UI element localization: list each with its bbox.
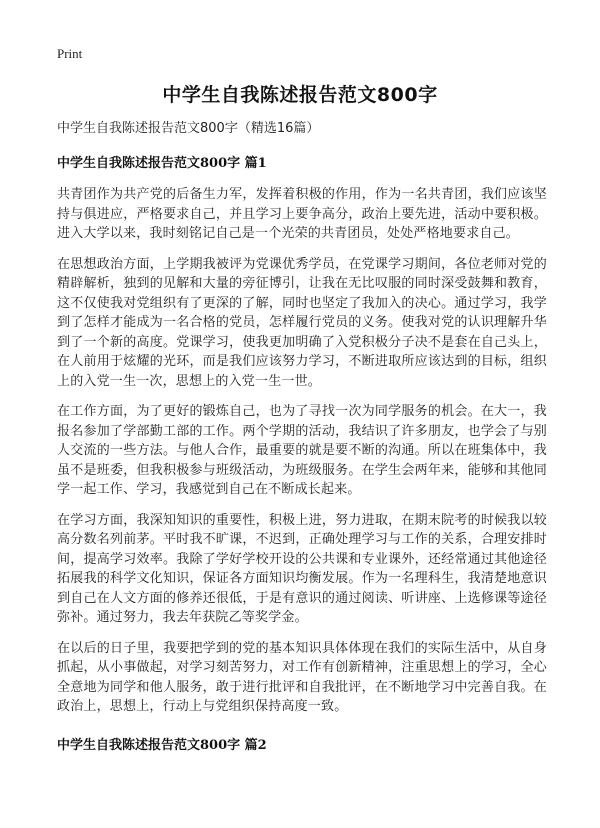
paragraph: 在以后的日子里，我要把学到的党的基本知识具体体现在我们的实际生活中，从自身抓起，从小事做起，对学习刻苦努力，对工作有创新精神，注重思想上的学习，全心全意地为同学和他人服务，敢于进行批评和自我批评，在不断地学习中完善自我。在政治上，思想上，行动上与党组织保持高度一致。 [57,640,547,714]
paragraph: 在学习方面，我深知知识的重要性，积极上进，努力进取，在期末院考的时候我以较高分数名列前茅。平时我不旷课，不迟到，正确处理学习与工作的关系，合理安排时间，提高学习效率。我除了学好学校开设的公共课和专业课外，还经常通过其他途径拓展我的科学文化知识，保证各方面知识均衡发展。作为一名理科生，我清楚地意识到自己在人文方面的修养还很低，于是有意识的通过阅读、听讲座、上选修课等途径弥补。通过努力，我去年获院乙等奖学金。 [57,512,547,625]
document-subtitle: 中学生自我陈述报告范文800字（精选16篇） [57,121,320,136]
page-title: 中学生自我陈述报告范文800字 [162,84,438,106]
print-link[interactable]: Print [57,46,83,61]
section-heading-2: 中学生自我陈述报告范文800字 篇2 [57,737,267,753]
paragraph: 在思想政治方面，上学期我被评为党课优秀学员，在党课学习期间，各位老师对党的精辟解析，独到的见解和大量的旁征博引，让我在无比叹服的同时深受鼓舞和教育，这不仅使我对党组织有了更深的了解，同时也坚定了我加入的决心。通过学习，我学到了怎样才能成为一名合格的党员，怎样履行党员的义务。使我对党的认识理解升华到了一个新的高度。党课学习，使我更加明确了入党积极分子决不是套在自己头上，在人前用于炫耀的光环，而是我们应该努力学习，不断进取所应该达到的目标，组织上的入党一生一次，思想上的入党一生一世。 [57,256,547,389]
paragraph: 在工作方面，为了更好的锻炼自己，也为了寻找一次为同学服务的机会。在大一，我报名参加了学部勤工部的工作。两个学期的活动，我结识了许多朋友，也学会了与别人交流的一些方法。与他人合作，最重要的就是要不断的沟通。所以在班集体中，我虽不是班委，但我积极参与班级活动，为班级服务。在学生会两年来，能够和其他同学一起工作、学习，我感觉到自己在不断成长起来。 [57,404,547,497]
paragraph: 共青团作为共产党的后备生力军，发挥着积极的作用，作为一名共青团，我们应该坚持与俱进应，严格要求自己，并且学习上要争高分，政治上要先进，活动中要积极。进入大学以来，我时刻铭记自己是一个光荣的共青团员，处处严格地要求自己。 [57,187,547,241]
document-body [57,120,547,767]
section-heading-1: 中学生自我陈述报告范文800字 篇1 [57,156,267,171]
